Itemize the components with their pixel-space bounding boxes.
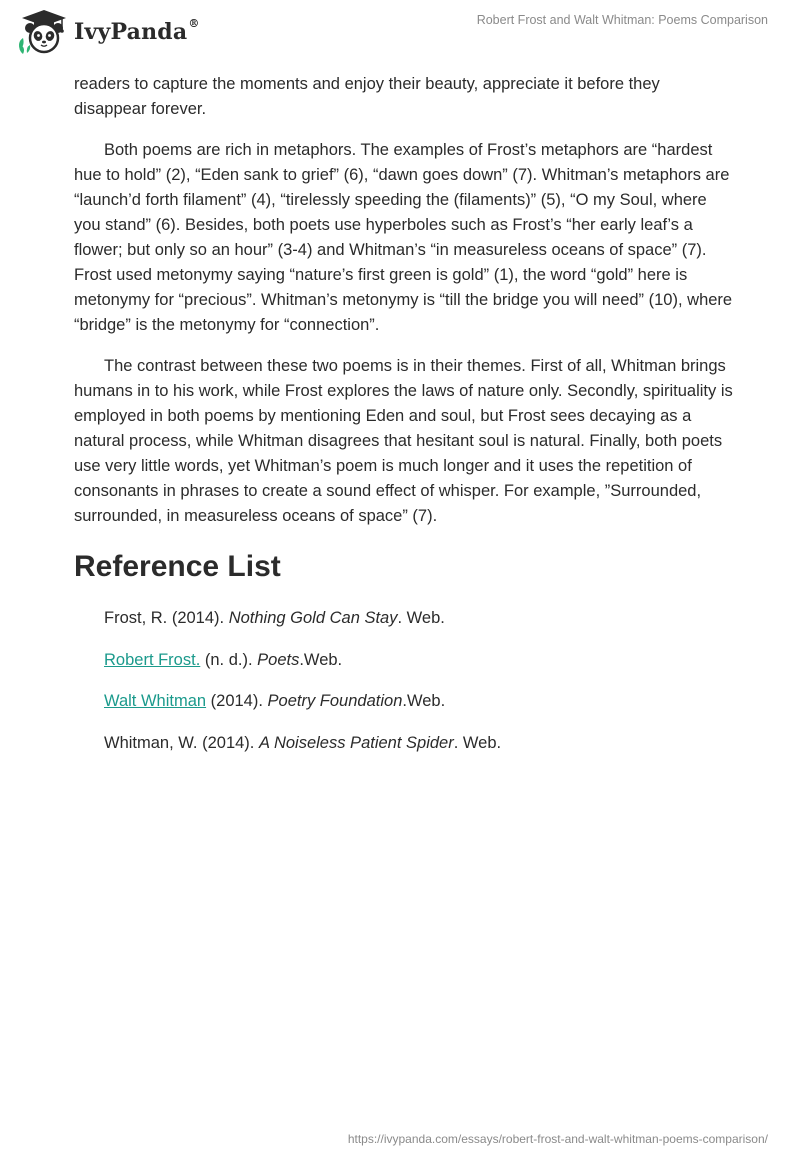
reference-date: (2014). [206, 692, 268, 710]
reference-suffix: .Web. [299, 650, 343, 669]
reference-item [104, 649, 734, 671]
reference-title: Poetry Foundation [267, 692, 403, 710]
reference-link-walt-whitman[interactable]: Walt Whitman [104, 692, 207, 710]
reference-title: A Noiseless Patient Spider [258, 733, 454, 752]
paragraph-metaphors: Both poems are rich in metaphors. The examples of Frost’s metaphors are “hardest hue to hold” (2), “Eden sank to grief” (6), “dawn goes down” (7). Whitman’s metaphors are “launch’d forth filament” (4), “tirelessly speeding the (filaments)” (5), “O my Soul, where you stand” (6). Besides, both poets use hyperboles such as Frost’s “her early leaf’s a flower; but only so an hour” (3-4) and Whitman’s “in measureless oceans of space” (7). Frost used metonymy saying “nature’s first green is gold” (1), the word “gold” here is metonymy for “precious”. Whitman’s metonymy is “till the bridge you will need” (10), where “bridge” is the metonymy for “connection”. [74, 141, 733, 334]
logo-wordmark: IvyPanda® [74, 17, 200, 45]
reference-item [104, 732, 734, 754]
reference-author-date: Frost, R. (2014). [104, 609, 229, 627]
reference-suffix: .Web. [402, 692, 446, 710]
page-header [0, 0, 800, 70]
site-logo[interactable] [14, 8, 200, 56]
paragraph-contrast: The contrast between these two poems is in their themes. First of all, Whitman brings humans in to his work, while Frost explores the laws of nature only. Secondly, spirituality is employed in both poems by mentioning Eden and soul, but Frost sees decaying as a natural process, while Whitman disagrees that hesitant soul is natural. Finally, both poets use very little words, yet Whitman’s poem is much longer and it uses the repetition of consonants in phrases to create a sound effect of whisper. For example, ”Surrounded, surrounded, in measureless oceans of space” (7). [74, 357, 733, 525]
registered-mark: ® [188, 17, 200, 30]
reference-title: Poets [257, 650, 300, 669]
reference-suffix: . Web. [397, 609, 445, 627]
panda-graduate-icon [14, 8, 70, 56]
reference-link-robert-frost[interactable]: Robert Frost. [104, 650, 201, 669]
reference-author-date: Whitman, W. (2014). [104, 733, 259, 752]
reference-date: (n. d.). [200, 650, 258, 669]
paragraph-continuation: readers to capture the moments and enjoy their beauty, appreciate it before they disappear forever. [74, 75, 660, 118]
source-url[interactable]: https://ivypanda.com/essays/robert-frost-and-walt-whitman-poems-comparison/ [347, 1132, 768, 1146]
reference-item [104, 690, 734, 712]
document-title: Robert Frost and Walt Whitman: Poems Comparison [476, 13, 768, 27]
essay-body [74, 72, 734, 773]
reference-suffix: . Web. [453, 733, 502, 752]
reference-list-heading: Reference List [74, 550, 281, 583]
reference-title: Nothing Gold Can Stay [228, 609, 398, 627]
reference-item [104, 607, 734, 629]
